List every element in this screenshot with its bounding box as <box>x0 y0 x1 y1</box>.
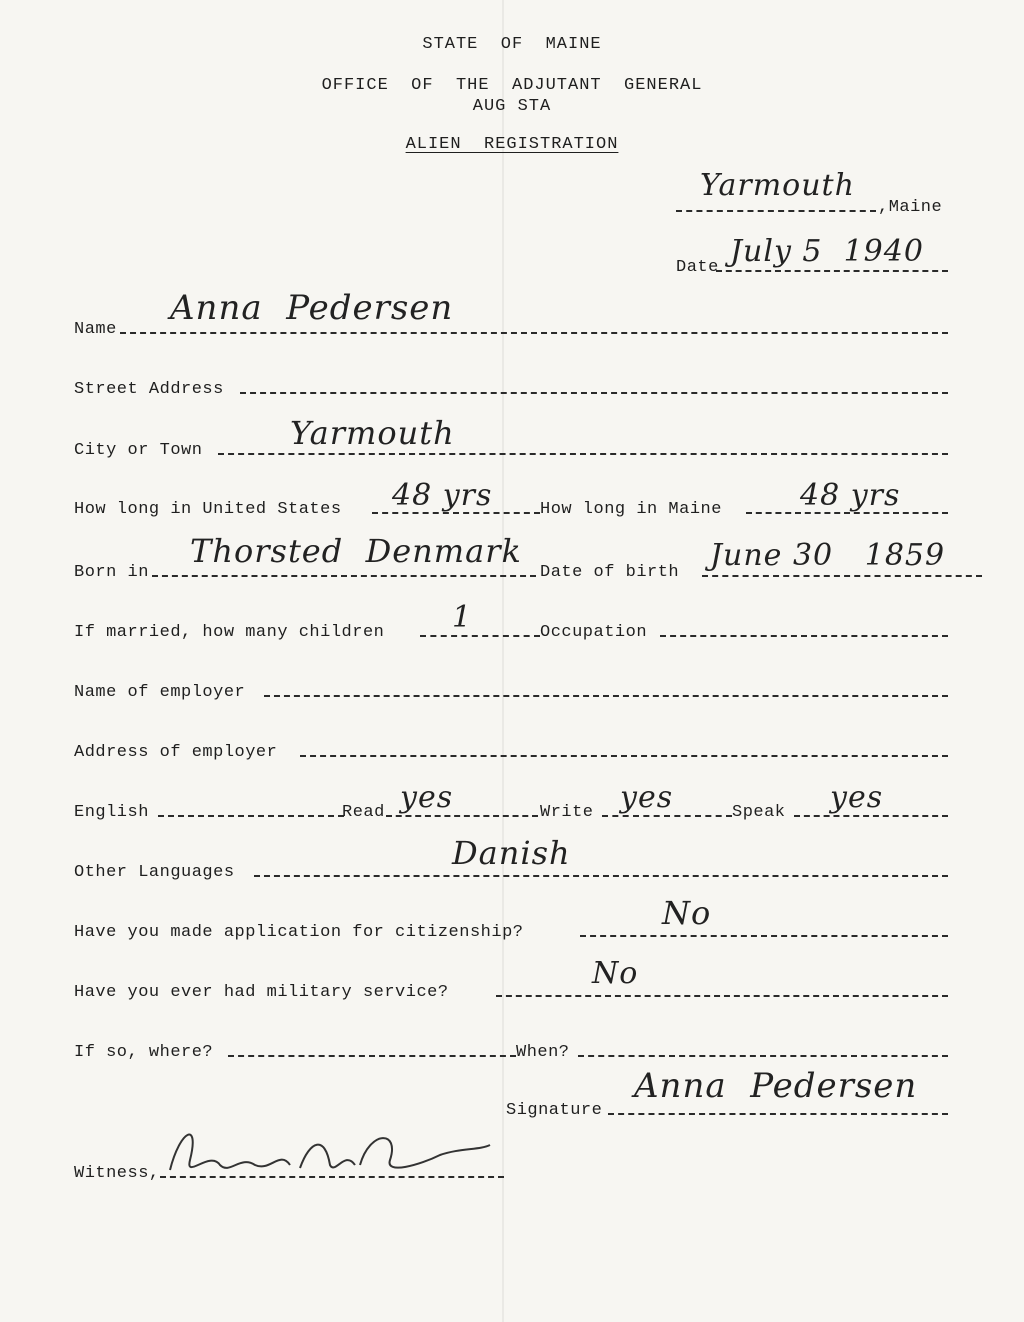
write-line <box>602 815 732 817</box>
write-label: Write <box>540 803 594 822</box>
read-line <box>386 815 538 817</box>
paper-fold-line <box>502 0 504 1322</box>
employer-line <box>264 695 948 697</box>
born-value: Thorsted Denmark <box>190 532 522 570</box>
place-line <box>676 210 876 212</box>
where-line <box>228 1055 516 1057</box>
when-line <box>578 1055 948 1057</box>
military-value: No <box>592 956 639 991</box>
date-value: July 5 1940 <box>730 234 924 269</box>
write-value: yes <box>620 780 674 815</box>
citizenship-value: No <box>662 894 712 932</box>
born-line <box>152 575 536 577</box>
city-value: Yarmouth <box>290 414 455 452</box>
dob-label: Date of birth <box>540 563 680 582</box>
where-label: If so, where? <box>74 1043 214 1062</box>
form-title: ALIEN REGISTRATION <box>405 135 619 154</box>
when-label: When? <box>516 1043 570 1062</box>
military-line <box>496 995 948 997</box>
born-label: Born in <box>74 563 149 582</box>
children-label: If married, how many children <box>74 623 385 642</box>
name-line <box>120 332 948 334</box>
maine-value: 48 yrs <box>800 478 901 513</box>
signature-line <box>608 1113 948 1115</box>
header-state: STATE OF MAINE <box>422 35 602 54</box>
street-line <box>240 392 948 394</box>
dob-line <box>702 575 982 577</box>
name-value: Anna Pedersen <box>170 288 454 328</box>
signature-label: Signature <box>506 1101 603 1120</box>
witness-label: Witness, <box>74 1164 160 1183</box>
us-label: How long in United States <box>74 500 342 519</box>
children-line <box>420 635 540 637</box>
name-label: Name <box>74 320 117 339</box>
english-line <box>158 815 344 817</box>
speak-line <box>794 815 948 817</box>
citizenship-label: Have you made application for citizenship? <box>74 923 524 942</box>
english-label: English <box>74 803 149 822</box>
date-label: Date <box>676 258 719 277</box>
maine-label: How long in Maine <box>540 500 722 519</box>
header-city: AUG STA <box>472 97 552 116</box>
header-office: OFFICE OF THE ADJUTANT GENERAL <box>321 76 703 95</box>
languages-label: Other Languages <box>74 863 235 882</box>
place-suffix: ,Maine <box>878 198 943 217</box>
signature-value: Anna Pedersen <box>634 1066 918 1106</box>
military-label: Have you ever had military service? <box>74 983 449 1002</box>
street-label: Street Address <box>74 380 224 399</box>
languages-value: Danish <box>452 834 571 872</box>
city-line <box>218 453 948 455</box>
dob-value: June 30 1859 <box>710 538 946 573</box>
witness-signature-scribble <box>160 1110 500 1190</box>
speak-value: yes <box>830 780 884 815</box>
us-value: 48 yrs <box>392 478 493 513</box>
occupation-line <box>660 635 948 637</box>
read-label: Read <box>342 803 385 822</box>
children-value: 1 <box>452 600 473 635</box>
date-line <box>716 270 948 272</box>
city-label: City or Town <box>74 441 203 460</box>
occupation-label: Occupation <box>540 623 648 642</box>
employer-label: Name of employer <box>74 683 246 702</box>
employer-address-line <box>300 755 948 757</box>
place-value: Yarmouth <box>700 168 855 203</box>
citizenship-line <box>580 935 948 937</box>
speak-label: Speak <box>732 803 786 822</box>
languages-line <box>254 875 948 877</box>
employer-address-label: Address of employer <box>74 743 278 762</box>
read-value: yes <box>400 780 454 815</box>
